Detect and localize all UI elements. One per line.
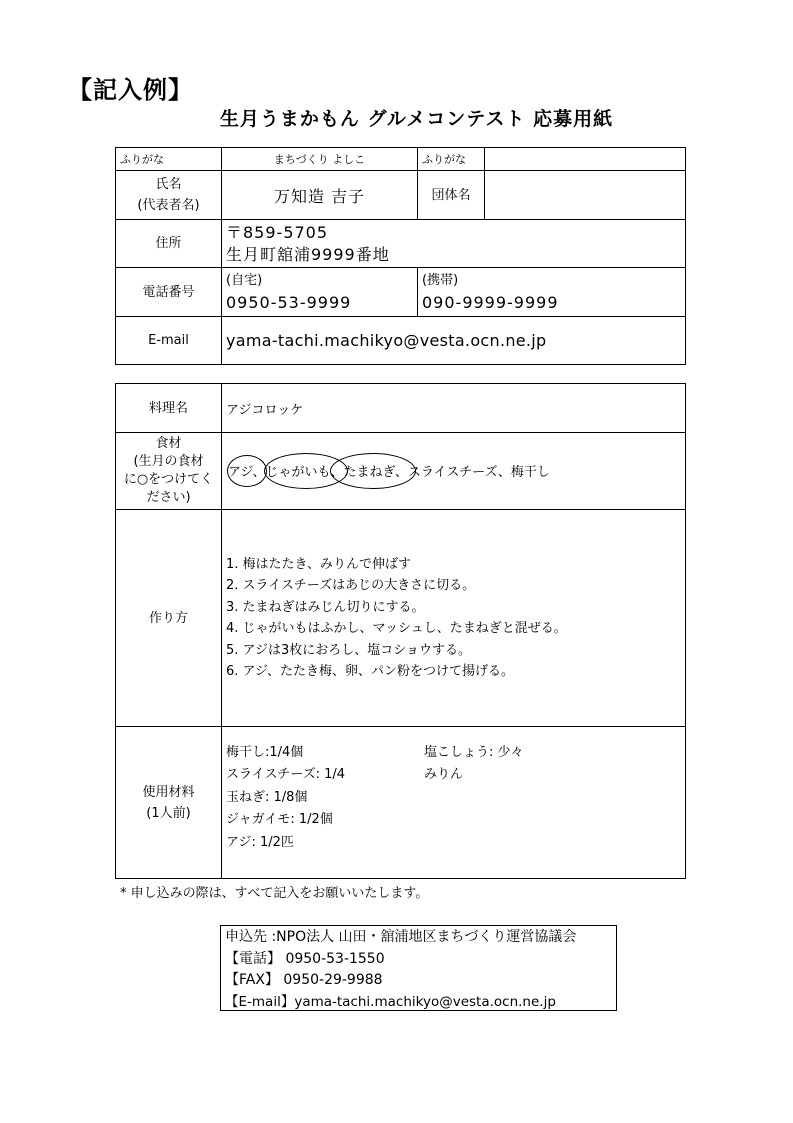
- postal-code: 〒859-5705: [226, 222, 329, 242]
- materials-left: [226, 742, 345, 855]
- mobile-phone-label: (携帯): [422, 273, 459, 288]
- materials-label-line2: (1人前): [146, 805, 191, 821]
- name-furigana-label: ふりがな: [116, 148, 222, 171]
- mobile-phone: 090-9999-9999: [422, 293, 559, 312]
- materials-cell[interactable]: [222, 727, 686, 879]
- material-item: 塩こしょう: 少々: [424, 744, 524, 760]
- address-line: 生月町舘浦9999番地: [226, 244, 390, 264]
- method-label: 作り方: [116, 510, 222, 727]
- method-cell[interactable]: [222, 510, 686, 727]
- dish-name[interactable]: アジコロッケ: [222, 384, 686, 433]
- home-phone: 0950-53-9999: [226, 293, 352, 312]
- method-list: [222, 554, 685, 683]
- material-item: みりん: [424, 767, 464, 782]
- contact-box: [220, 925, 617, 1011]
- ingredients-label-line4: ださい): [146, 490, 191, 505]
- material-item: アジ: 1/2匹: [226, 834, 294, 850]
- group-label: 団体名: [418, 171, 485, 220]
- method-step: 3. たまねぎはみじん切りにする。: [226, 599, 425, 615]
- name-label-line2: (代表者名): [137, 198, 200, 213]
- form-title: 生月うまかもん グルメコンテスト 応募用紙: [219, 108, 614, 130]
- home-phone-cell[interactable]: [222, 268, 418, 317]
- email-value[interactable]: yama-tachi.machikyo@vesta.ocn.ne.jp: [222, 317, 686, 365]
- example-label: 【記入例】: [68, 76, 193, 104]
- ingredients-label: [116, 433, 222, 510]
- address-value[interactable]: [222, 220, 686, 268]
- ingredients-label-line2: (生月の食材: [133, 454, 204, 469]
- material-item: スライスチーズ: 1/4: [226, 767, 346, 782]
- name-furigana[interactable]: まちづくり よしこ: [222, 148, 418, 171]
- submission-note: * 申し込みの際は、すべて記入をお願いいたします。: [120, 886, 429, 901]
- contact-email: 【E-mail】yama-tachi.machikyo@vesta.ocn.ne.jp: [225, 993, 556, 1010]
- contact-fax: 【FAX】 0950-29-9988: [225, 972, 383, 988]
- ingredients-label-line3: に○をつけてく: [123, 472, 214, 487]
- contact-organization: 申込先 :NPO法人 山田・舘浦地区まちづくり運営協議会: [225, 929, 577, 945]
- email-label: E-mail: [116, 317, 222, 365]
- material-item: ジャガイモ: 1/2個: [226, 812, 333, 827]
- materials-label-line1: 使用材料: [142, 784, 195, 800]
- group-name[interactable]: [485, 171, 686, 220]
- name-value[interactable]: 万知造 吉子: [222, 171, 418, 220]
- applicant-table: [115, 147, 686, 365]
- material-item: 玉ねぎ: 1/8個: [226, 789, 308, 805]
- method-step: 4. じゃがいもはふかし、マッシュし、たまねぎと混ぜる。: [226, 621, 567, 636]
- materials-right: [424, 742, 524, 787]
- method-step: 6. アジ、たたき梅、卵、パン粉をつけて揚げる。: [226, 664, 514, 679]
- phone-label: 電話番号: [116, 268, 222, 317]
- ingredients-text: アジ、じゃがいも、たまねぎ、スライスチーズ、梅干し: [228, 465, 550, 480]
- method-step: 5. アジは3枚におろし、塩コショウする。: [226, 642, 472, 658]
- name-label: [116, 171, 222, 220]
- method-step: 1. 梅はたたき、みりんで伸ばす: [226, 556, 412, 572]
- name-label-line1: 氏名: [155, 177, 182, 192]
- ingredients-label-line1: 食材: [155, 436, 182, 451]
- recipe-table: [115, 383, 686, 879]
- home-phone-label: (自宅): [226, 273, 263, 288]
- group-furigana-label: ふりがな: [418, 148, 485, 171]
- dish-label: 料理名: [116, 384, 222, 433]
- group-furigana[interactable]: [485, 148, 686, 171]
- address-label: 住所: [116, 220, 222, 268]
- material-item: 梅干し:1/4個: [226, 744, 304, 760]
- mobile-phone-cell[interactable]: [418, 268, 686, 317]
- method-step: 2. スライスチーズはあじの大きさに切る。: [226, 578, 476, 593]
- contact-phone: 【電話】 0950-53-1550: [225, 950, 385, 967]
- materials-label: [116, 727, 222, 879]
- ingredients-cell[interactable]: [222, 433, 686, 510]
